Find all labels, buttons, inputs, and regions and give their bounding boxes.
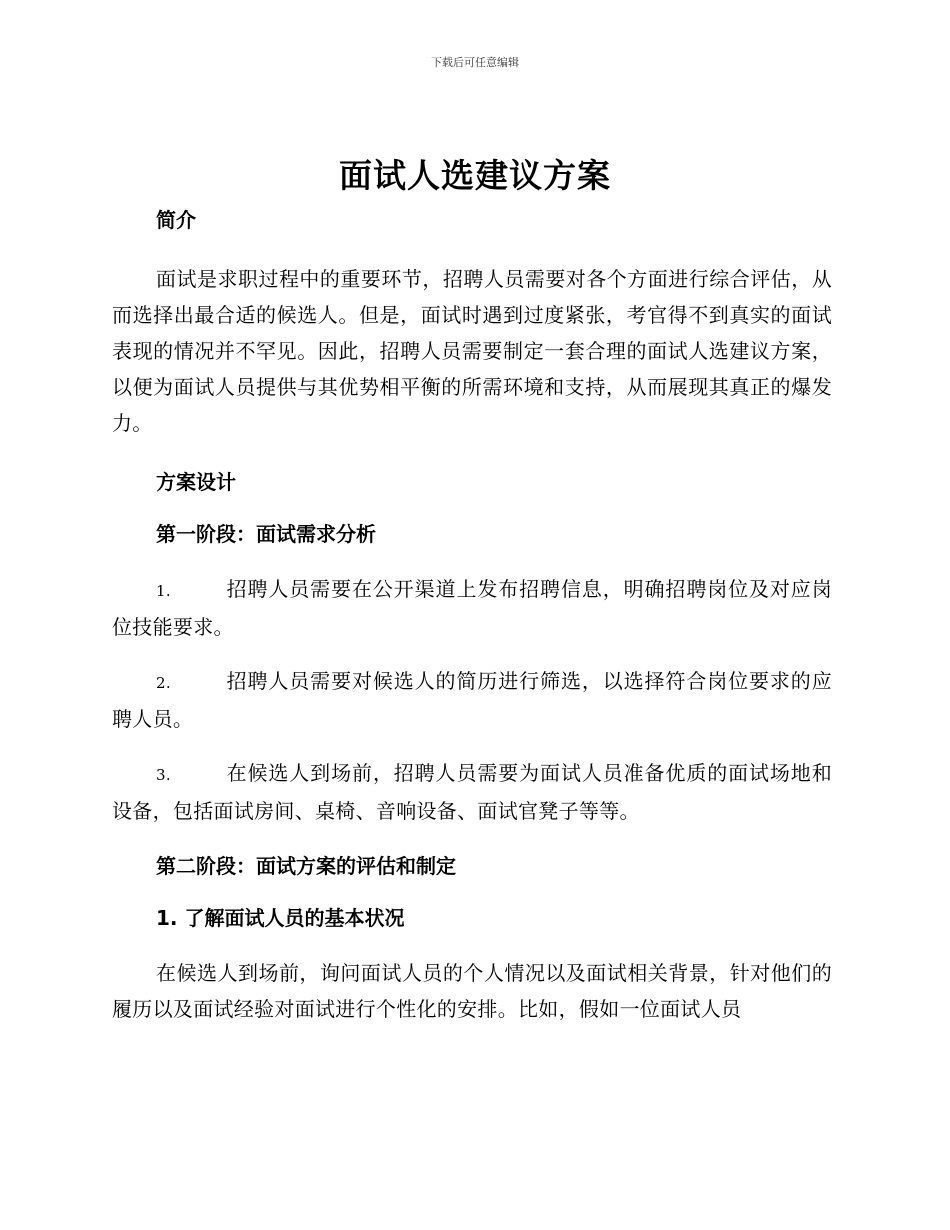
phase1-heading: 第一阶段：面试需求分析: [156, 522, 376, 546]
item-text: 招聘人员需要对候选人的简历进行筛选，以选择符合岗位要求的应聘人员。: [112, 669, 832, 731]
header-note: 下载后可任意编辑: [431, 56, 519, 69]
document-body: [112, 205, 832, 1027]
intro-paragraph: 面试是求职过程中的重要环节，招聘人员需要对各个方面进行综合评估，从而选择出最合适的候选人。但是，面试时遇到过度紧张，考官得不到真实的面试表现的情况并不罕见。因此，招聘人员需要制定一套合理的面试人选建议方案，以便为面试人员提供与其优势相平衡的所需环境和支持，从而展现其真正的爆发力。: [112, 267, 832, 435]
phase1-item-2: [112, 663, 832, 737]
page-title: 面试人选建议方案: [339, 156, 611, 195]
sub1-heading: 1. 了解面试人员的基本状况: [156, 906, 405, 930]
item-text: 在候选人到场前，招聘人员需要为面试人员准备优质的面试场地和设备，包括面试房间、桌椅、音响设备、面试官凳子等等。: [112, 761, 832, 823]
item-number: 3.: [156, 766, 171, 784]
item-number: 2.: [156, 674, 171, 692]
phase2-heading: 第二阶段：面试方案的评估和制定: [156, 854, 456, 878]
intro-heading: 简介: [156, 208, 196, 232]
item-number: 1.: [156, 582, 171, 600]
phase1-item-1: [112, 571, 832, 645]
design-heading: 方案设计: [156, 470, 236, 494]
phase1-item-3: [112, 755, 832, 829]
sub1-paragraph: 在候选人到场前，询问面试人员的个人情况以及面试相关背景，针对他们的履历以及面试经验对面试进行个性化的安排。比如，假如一位面试人员: [112, 961, 832, 1021]
item-text: 招聘人员需要在公开渠道上发布招聘信息，明确招聘岗位及对应岗位技能要求。: [112, 577, 832, 639]
